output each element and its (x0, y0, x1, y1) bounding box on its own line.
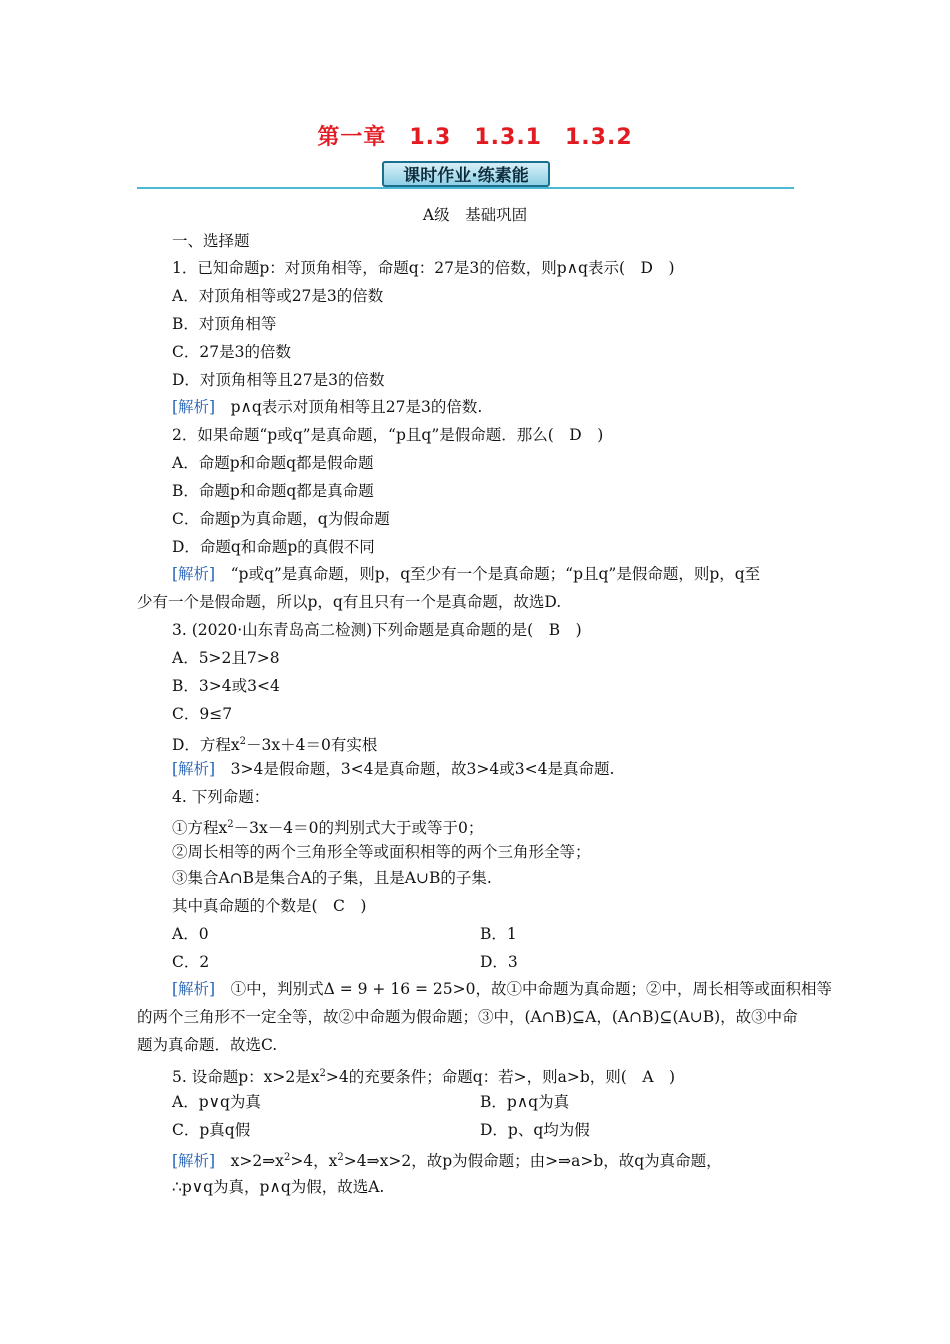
q2-option-a: A．命题p和命题q都是假命题 (172, 454, 374, 472)
solution-text: “p或q”是真命题，则p，q至少有一个是真命题；“p且q”是假命题，则p，q至 (215, 565, 761, 583)
q3-option-b: B．3>4或3<4 (172, 677, 280, 695)
q4-prompt: 其中真命题的个数是( C ) (172, 897, 367, 915)
q3-option-a: A．5>2且7>8 (172, 649, 280, 667)
level-heading: A级 基础巩固 (422, 206, 528, 224)
q1-solution (172, 397, 482, 417)
q4-solution-cont-1: 的两个三角形不一定全等，故②中命题为假命题；③中，(A∩B)⊆A，(A∩B)⊆(A∪B)，故③中命 (137, 1008, 798, 1026)
q4-solution-cont-2: 题为真命题．故选C. (137, 1036, 278, 1054)
q5-option-b: B．p∧q为真 (480, 1093, 570, 1111)
q3-option-c: C．9≤7 (172, 705, 233, 723)
section-heading: 一、选择题 (172, 232, 250, 250)
q4-item-3: ③集合A∩B是集合A的子集，且是A∪B的子集. (172, 869, 492, 887)
solution-text: ①中，判别式Δ = 9 + 16 = 25>0，故①中命题为真命题；②中，周长相等或面积相等 (215, 980, 832, 998)
q4-item-2: ②周长相等的两个三角形全等或面积相等的两个三角形全等； (172, 843, 591, 861)
solution-tag: [解析] (172, 760, 216, 778)
q4-item-1: ①方程$x^2-3x-4=0$的判别式大于或等于0； (172, 819, 484, 838)
solution-tag: [解析] (172, 398, 216, 416)
solution-tag: [解析] (172, 980, 216, 998)
section-badge: 课时作业·练素能 (382, 161, 550, 187)
q4-option-a: A．0 (172, 925, 209, 943)
question-2: 2．如果命题“p或q”是真命题，“p且q”是假命题．那么( D ) (172, 426, 604, 444)
solution-tag: [解析] (172, 1152, 216, 1171)
q1-option-c: C．27是3的倍数 (172, 343, 291, 361)
q3-option-d: D．方程$x^2-3x+4=0$有实根 (172, 736, 378, 755)
q2-option-c: C．命题p为真命题，q为假命题 (172, 510, 390, 528)
solution-tag: [解析] (172, 565, 216, 583)
solution-text: 3>4是假命题，3<4是真命题，故3>4或3<4是真命题. (215, 760, 615, 778)
q4-option-b: B．1 (480, 925, 517, 943)
q2-solution (172, 564, 760, 584)
q5-option-c: C．p真q假 (172, 1121, 251, 1139)
q5-solution: [解析] $x>2\Rightarrow x^2>4$，$x^2>4\Rightarrow x>2$，故p为假命题；由>⇒a>b，故q为真命题， (172, 1152, 722, 1171)
q1-option-a: A．对顶角相等或27是3的倍数 (172, 287, 384, 305)
q5-solution-cont: ∴p∨q为真，p∧q为假，故选A. (172, 1178, 385, 1196)
question-4: 4. 下列命题： (172, 788, 270, 806)
q5-option-a: A．p∨q为真 (172, 1093, 261, 1111)
question-1: 1．已知命题p：对顶角相等，命题q：27是3的倍数，则p∧q表示( D ) (172, 259, 675, 277)
q2-option-d: D．命题q和命题p的真假不同 (172, 538, 375, 556)
q2-option-b: B．命题p和命题q都是真命题 (172, 482, 374, 500)
question-5: 5. 设命题p：x>2是$x^2>4$的充要条件；命题q：若>，则a>b，则( A ) (172, 1068, 676, 1087)
question-3: 3. (2020·山东青岛高二检测)下列命题是真命题的是( B ) (172, 621, 582, 639)
q3-solution (172, 759, 614, 779)
q2-solution-cont: 少有一个是假命题，所以p，q有且只有一个是真命题，故选D. (137, 593, 562, 611)
q1-option-b: B．对顶角相等 (172, 315, 277, 333)
q4-solution (172, 979, 832, 999)
q1-option-d: D．对顶角相等且27是3的倍数 (172, 371, 385, 389)
solution-text: p∧q表示对顶角相等且27是3的倍数. (215, 398, 483, 416)
chapter-title: 第一章 1.3 1.3.1 1.3.2 (317, 125, 633, 150)
q4-option-d: D．3 (480, 953, 518, 971)
q4-option-c: C．2 (172, 953, 210, 971)
q5-option-d: D．p、q均为假 (480, 1121, 590, 1139)
